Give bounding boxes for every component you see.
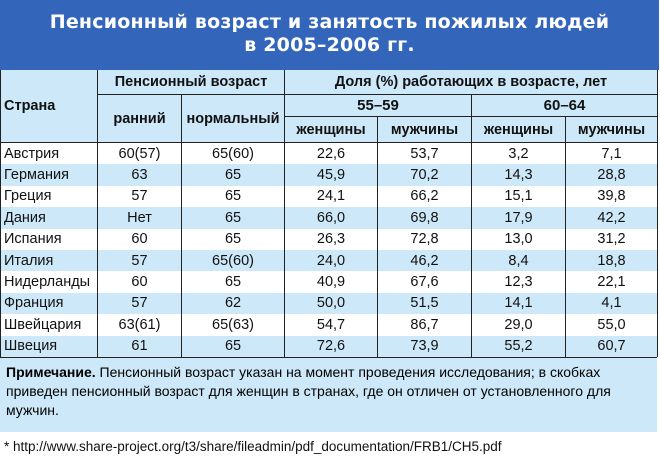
value-cell: 53,7 bbox=[378, 143, 472, 165]
value-cell: 13,0 bbox=[472, 229, 566, 250]
value-cell: 7,1 bbox=[566, 143, 658, 165]
header-men-55: мужчины bbox=[378, 117, 472, 143]
value-cell: 62 bbox=[182, 293, 285, 314]
note-label: Примечание. bbox=[6, 363, 96, 380]
value-cell: 15,1 bbox=[472, 186, 566, 207]
header-normal: нормальный bbox=[182, 95, 285, 143]
value-cell: 57 bbox=[98, 250, 182, 271]
table-row bbox=[1, 143, 658, 165]
value-cell: 45,9 bbox=[285, 164, 378, 185]
value-cell: 72,6 bbox=[285, 336, 378, 357]
value-cell: 65 bbox=[182, 336, 285, 357]
country-cell: Австрия bbox=[1, 143, 98, 165]
value-cell: 24,1 bbox=[285, 186, 378, 207]
country-cell: Испания bbox=[1, 229, 98, 250]
value-cell: 70,2 bbox=[378, 164, 472, 185]
value-cell: 65(63) bbox=[182, 314, 285, 335]
value-cell: 51,5 bbox=[378, 293, 472, 314]
value-cell: 65 bbox=[182, 207, 285, 228]
value-cell: 63(61) bbox=[98, 314, 182, 335]
value-cell: 65(60) bbox=[182, 143, 285, 165]
value-cell: 60 bbox=[98, 271, 182, 292]
value-cell: 8,4 bbox=[472, 250, 566, 271]
value-cell: 3,2 bbox=[472, 143, 566, 165]
value-cell: 42,2 bbox=[566, 207, 658, 228]
title-line-2: в 2005–2006 гг. bbox=[244, 34, 415, 56]
value-cell: 28,8 bbox=[566, 164, 658, 185]
value-cell: 4,1 bbox=[566, 293, 658, 314]
value-cell: 17,9 bbox=[472, 207, 566, 228]
value-cell: 60,7 bbox=[566, 336, 658, 357]
value-cell: 72,8 bbox=[378, 229, 472, 250]
value-cell: 67,6 bbox=[378, 271, 472, 292]
footnote: * http://www.share-project.org/t3/share/fileadmin/pdf_documentation/FRB1/CH5.pdf bbox=[4, 438, 502, 454]
header-age-60-64: 60–64 bbox=[472, 95, 658, 117]
table-row bbox=[1, 250, 658, 271]
value-cell: 65 bbox=[182, 186, 285, 207]
value-cell: 14,3 bbox=[472, 164, 566, 185]
value-cell: 18,8 bbox=[566, 250, 658, 271]
table-row bbox=[1, 229, 658, 250]
value-cell: 65(60) bbox=[182, 250, 285, 271]
value-cell: 14,1 bbox=[472, 293, 566, 314]
page-title bbox=[0, 0, 659, 70]
header-early: ранний bbox=[98, 95, 182, 143]
header-women-55: женщины bbox=[285, 117, 378, 143]
country-cell: Швейцария bbox=[1, 314, 98, 335]
value-cell: 22,6 bbox=[285, 143, 378, 165]
value-cell: Нет bbox=[98, 207, 182, 228]
header-men-60: мужчины bbox=[566, 117, 658, 143]
value-cell: 29,0 bbox=[472, 314, 566, 335]
table-row bbox=[1, 186, 658, 207]
value-cell: 69,8 bbox=[378, 207, 472, 228]
header-women-60: женщины bbox=[472, 117, 566, 143]
value-cell: 61 bbox=[98, 336, 182, 357]
value-cell: 65 bbox=[182, 164, 285, 185]
table-row bbox=[1, 293, 658, 314]
value-cell: 57 bbox=[98, 186, 182, 207]
country-cell: Швеция bbox=[1, 336, 98, 357]
country-cell: Германия bbox=[1, 164, 98, 185]
note-text: Пенсионный возраст указан на момент проведения исследования; в скобках приведен пенсионный возраст для женщин в странах, где он отличен от установленного для мужчин. bbox=[6, 363, 611, 418]
country-cell: Франция bbox=[1, 293, 98, 314]
country-cell: Италия bbox=[1, 250, 98, 271]
table-row bbox=[1, 164, 658, 185]
pension-table bbox=[0, 70, 658, 357]
note bbox=[0, 357, 657, 432]
country-cell: Нидерланды bbox=[1, 271, 98, 292]
value-cell: 46,2 bbox=[378, 250, 472, 271]
value-cell: 31,2 bbox=[566, 229, 658, 250]
value-cell: 12,3 bbox=[472, 271, 566, 292]
value-cell: 65 bbox=[182, 229, 285, 250]
country-cell: Греция bbox=[1, 186, 98, 207]
value-cell: 55,2 bbox=[472, 336, 566, 357]
header-share: Доля (%) работающих в возрасте, лет bbox=[285, 70, 658, 95]
title-line-1: Пенсионный возраст и занятость пожилых людей bbox=[49, 11, 610, 33]
value-cell: 26,3 bbox=[285, 229, 378, 250]
table-row bbox=[1, 314, 658, 335]
value-cell: 63 bbox=[98, 164, 182, 185]
value-cell: 39,8 bbox=[566, 186, 658, 207]
header-country: Страна bbox=[1, 70, 98, 143]
value-cell: 50,0 bbox=[285, 293, 378, 314]
value-cell: 22,1 bbox=[566, 271, 658, 292]
table-row bbox=[1, 271, 658, 292]
value-cell: 60 bbox=[98, 229, 182, 250]
value-cell: 65 bbox=[182, 271, 285, 292]
value-cell: 60(57) bbox=[98, 143, 182, 165]
value-cell: 66,2 bbox=[378, 186, 472, 207]
header-pension-age: Пенсионный возраст bbox=[98, 70, 285, 95]
table-row bbox=[1, 207, 658, 228]
value-cell: 57 bbox=[98, 293, 182, 314]
header-age-55-59: 55–59 bbox=[285, 95, 472, 117]
value-cell: 55,0 bbox=[566, 314, 658, 335]
value-cell: 24,0 bbox=[285, 250, 378, 271]
value-cell: 54,7 bbox=[285, 314, 378, 335]
country-cell: Дания bbox=[1, 207, 98, 228]
value-cell: 40,9 bbox=[285, 271, 378, 292]
value-cell: 73,9 bbox=[378, 336, 472, 357]
value-cell: 66,0 bbox=[285, 207, 378, 228]
value-cell: 86,7 bbox=[378, 314, 472, 335]
table-row bbox=[1, 336, 658, 357]
